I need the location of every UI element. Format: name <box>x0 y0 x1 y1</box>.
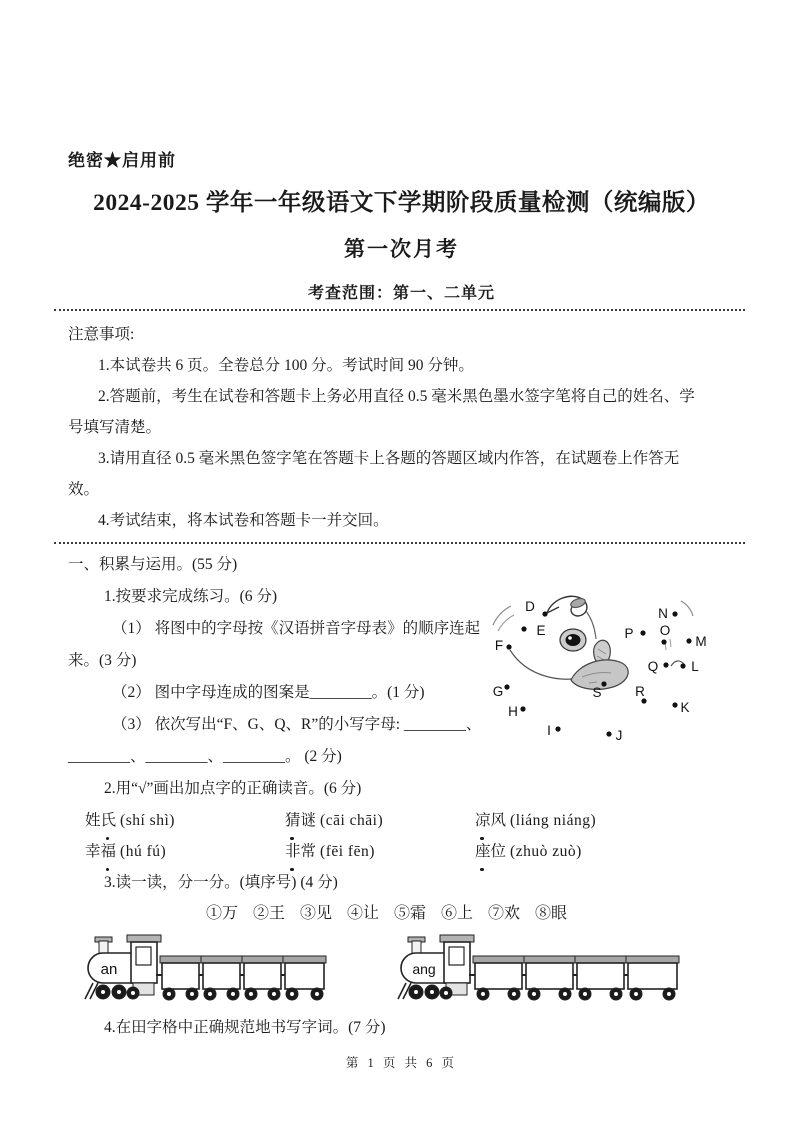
page-title: 2024-2025 学年一年级语文下学期阶段质量检测（统编版） <box>93 190 710 216</box>
dotted-word-char: 凉 <box>475 805 491 836</box>
notice-line: 号填写清楚。 <box>68 419 162 436</box>
letter-label-P: P <box>624 626 634 641</box>
letter-label-G: G <box>492 684 504 699</box>
exam-subtitle: 第一次月考 <box>344 237 459 261</box>
notice-line: 2.答题前，考生在试卷和答题卡上务必用直径 0.5 毫米黑色墨水签字笔将自己的姓名、学 <box>98 388 695 405</box>
pinyin-item <box>285 805 475 836</box>
train-an <box>85 935 326 1000</box>
pinyin-options: (hú fú) <box>120 843 167 860</box>
pinyin-item <box>475 836 735 867</box>
classification-label: 绝密★启用前 <box>68 151 176 170</box>
letter-label-Q: Q <box>647 659 659 674</box>
letter-label-O: O <box>659 623 671 638</box>
q3-options <box>68 899 705 929</box>
pinyin-options: (fēi fēn) <box>320 843 375 860</box>
q2-title: 2.用“√”画出加点字的正确读音。(6 分) <box>104 780 362 797</box>
letter-label-J: J <box>615 728 623 743</box>
dotted-word-char: 非 <box>285 836 301 867</box>
dotted-word-char: 猜 <box>285 805 301 836</box>
pinyin-item <box>285 836 475 867</box>
letter-label-M: M <box>695 634 707 649</box>
letter-dot-puzzle <box>485 583 737 748</box>
option-item: ②王 <box>252 905 285 922</box>
letter-label-R: R <box>635 684 645 699</box>
letter-label-E: E <box>536 623 546 638</box>
q1-part3-line1: （3） 依次写出“F、G、Q、R”的小写字母: ________、 <box>112 716 482 733</box>
word-char: 谜 <box>300 812 317 829</box>
q1-part1-line1: （1） 将图中的字母按《汉语拼音字母表》的顺序连起 <box>112 620 481 637</box>
dotted-word-char: 氏 <box>101 805 117 836</box>
option-item: ①万 <box>205 905 238 922</box>
train-ang <box>398 935 679 1000</box>
option-item: ⑦欢 <box>488 905 521 922</box>
pinyin-row-2 <box>85 836 735 867</box>
notice-heading: 注意事项: <box>68 326 135 343</box>
wagons-an <box>156 956 326 1000</box>
letter-label-N: N <box>658 606 668 621</box>
q4-title: 4.在田字格中正确规范地书写字词。(7 分) <box>104 1019 386 1036</box>
notice-line: 1.本试卷共 6 页。全卷总分 100 分。考试时间 90 分钟。 <box>98 357 474 374</box>
option-item: ④让 <box>346 905 379 922</box>
wagons-ang <box>469 956 679 1000</box>
pinyin-item <box>85 805 285 836</box>
letter-label-I: I <box>547 723 551 738</box>
train-an-label: an <box>100 961 118 978</box>
pinyin-item <box>475 805 735 836</box>
word-char: 常 <box>300 843 317 860</box>
notice-line: 3.请用直径 0.5 毫米黑色签字笔在答题卡上各题的答题区域内作答，在试题卷上作答无 <box>98 450 680 467</box>
letter-label-H: H <box>508 704 518 719</box>
notice-section <box>68 311 735 536</box>
letter-label-F: F <box>494 638 504 653</box>
notice-line: 4.考试结束，将本试卷和答题卡一并交回。 <box>98 512 389 529</box>
dotted-word-char: 福 <box>101 836 117 867</box>
section1-heading: 一、积累与运用。(55 分) <box>68 556 238 573</box>
option-item: ⑧眼 <box>535 905 568 922</box>
pinyin-options: (zhuò zuò) <box>510 843 582 860</box>
word-char: 风 <box>490 812 507 829</box>
page-number: 第 1 页 共 6 页 <box>345 1056 458 1070</box>
train-ang-label: ang <box>412 961 436 977</box>
q3-title: 3.读一读，分一分。(填序号) (4 分) <box>104 874 338 891</box>
q1-title: 1.按要求完成练习。(6 分) <box>104 588 278 605</box>
pinyin-options: (liáng niáng) <box>510 812 597 829</box>
word-char: 位 <box>490 843 507 860</box>
letter-label-S: S <box>592 685 602 700</box>
option-item: ③见 <box>299 905 332 922</box>
locomotive <box>398 935 474 999</box>
letter-label-K: K <box>680 700 690 715</box>
pinyin-item <box>85 836 285 867</box>
option-item: ⑥上 <box>441 905 474 922</box>
word-char: 姓 <box>85 812 101 829</box>
q1-part2: （2） 图中字母连成的图案是________。(1 分) <box>112 684 425 701</box>
pinyin-options: (cāi chāi) <box>320 812 384 829</box>
dotted-word-char: 座 <box>475 836 491 867</box>
word-char: 幸 <box>85 843 101 860</box>
pinyin-options: (shí shì) <box>120 812 175 829</box>
locomotive <box>85 935 161 999</box>
q1-part1-line2: 来。(3 分) <box>68 652 137 669</box>
exam-scope: 考查范围：第一、二单元 <box>307 285 495 302</box>
pinyin-row-1 <box>85 805 735 836</box>
letter-label-L: L <box>691 659 699 674</box>
letter-label-D: D <box>525 599 535 614</box>
option-item: ⑤霜 <box>394 905 427 922</box>
notice-line: 效。 <box>68 481 100 498</box>
train-sorting-diagram <box>82 932 694 1012</box>
q1-part3-line2: ________、________、________。 (2 分) <box>68 748 342 765</box>
